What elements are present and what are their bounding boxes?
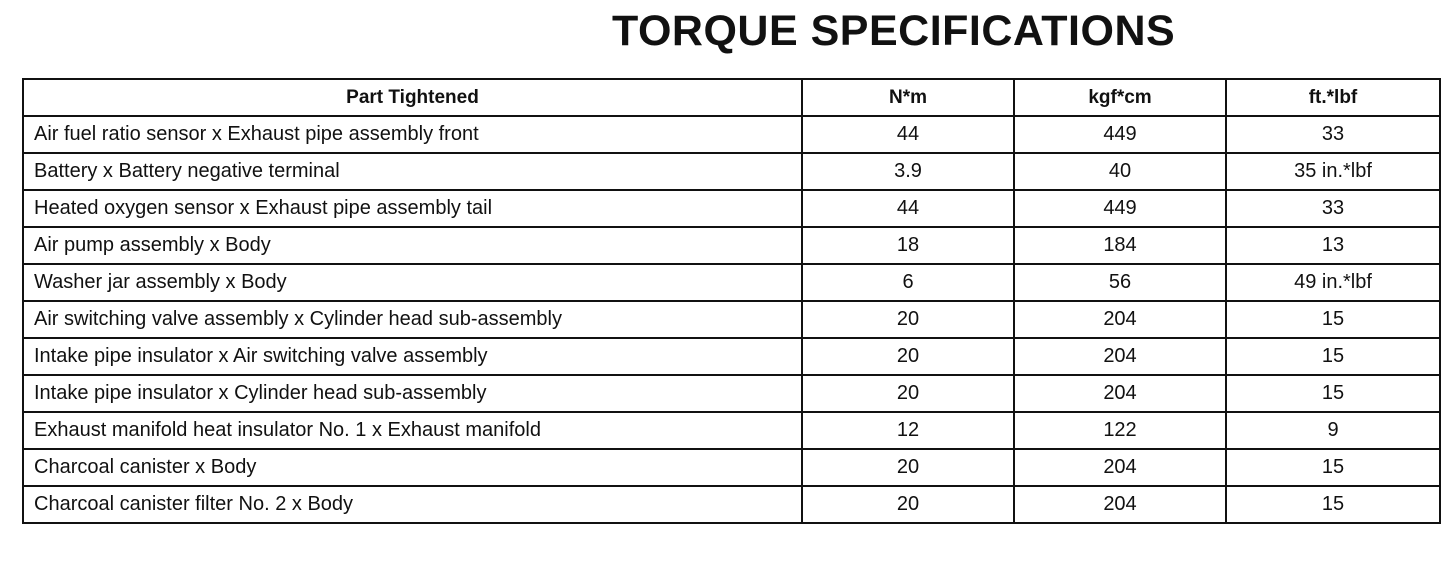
cell-ft-lbf: 13 [1226, 227, 1440, 264]
table-row [23, 486, 1440, 523]
table-row [23, 153, 1440, 190]
cell-nm: 18 [802, 227, 1014, 264]
cell-nm: 12 [802, 412, 1014, 449]
cell-kgf-cm: 449 [1014, 190, 1226, 227]
table-row [23, 449, 1440, 486]
cell-kgf-cm: 184 [1014, 227, 1226, 264]
cell-kgf-cm: 204 [1014, 301, 1226, 338]
cell-nm: 3.9 [802, 153, 1014, 190]
cell-part: Charcoal canister filter No. 2 x Body [23, 486, 802, 523]
cell-ft-lbf: 15 [1226, 375, 1440, 412]
cell-part: Exhaust manifold heat insulator No. 1 x Exhaust manifold [23, 412, 802, 449]
table-row [23, 190, 1440, 227]
cell-ft-lbf: 15 [1226, 301, 1440, 338]
cell-nm: 6 [802, 264, 1014, 301]
cell-part: Air fuel ratio sensor x Exhaust pipe assembly front [23, 116, 802, 153]
table-row [23, 338, 1440, 375]
table-row [23, 264, 1440, 301]
cell-nm: 20 [802, 375, 1014, 412]
table-row [23, 227, 1440, 264]
header-newton-meter: N*m [802, 79, 1014, 116]
cell-kgf-cm: 204 [1014, 486, 1226, 523]
header-row [23, 79, 1440, 116]
cell-ft-lbf: 9 [1226, 412, 1440, 449]
cell-part: Heated oxygen sensor x Exhaust pipe assembly tail [23, 190, 802, 227]
cell-ft-lbf: 15 [1226, 338, 1440, 375]
cell-ft-lbf: 15 [1226, 486, 1440, 523]
header-part-tightened: Part Tightened [23, 79, 802, 116]
table-row [23, 116, 1440, 153]
cell-nm: 44 [802, 190, 1014, 227]
cell-kgf-cm: 204 [1014, 449, 1226, 486]
cell-part: Washer jar assembly x Body [23, 264, 802, 301]
cell-ft-lbf: 35 in.*lbf [1226, 153, 1440, 190]
table-row [23, 412, 1440, 449]
cell-nm: 44 [802, 116, 1014, 153]
table-row [23, 375, 1440, 412]
cell-nm: 20 [802, 301, 1014, 338]
cell-kgf-cm: 56 [1014, 264, 1226, 301]
cell-kgf-cm: 204 [1014, 375, 1226, 412]
cell-ft-lbf: 33 [1226, 190, 1440, 227]
table-row [23, 301, 1440, 338]
cell-nm: 20 [802, 449, 1014, 486]
cell-part: Air pump assembly x Body [23, 227, 802, 264]
cell-kgf-cm: 40 [1014, 153, 1226, 190]
header-kgf-cm: kgf*cm [1014, 79, 1226, 116]
cell-part: Charcoal canister x Body [23, 449, 802, 486]
cell-ft-lbf: 33 [1226, 116, 1440, 153]
cell-kgf-cm: 204 [1014, 338, 1226, 375]
cell-kgf-cm: 449 [1014, 116, 1226, 153]
header-ft-lbf: ft.*lbf [1226, 79, 1440, 116]
cell-part: Intake pipe insulator x Air switching valve assembly [23, 338, 802, 375]
cell-part: Air switching valve assembly x Cylinder head sub-assembly [23, 301, 802, 338]
cell-nm: 20 [802, 338, 1014, 375]
cell-ft-lbf: 15 [1226, 449, 1440, 486]
cell-kgf-cm: 122 [1014, 412, 1226, 449]
cell-part: Intake pipe insulator x Cylinder head sub-assembly [23, 375, 802, 412]
page-title: TORQUE SPECIFICATIONS [612, 7, 1176, 55]
cell-part: Battery x Battery negative terminal [23, 153, 802, 190]
cell-nm: 20 [802, 486, 1014, 523]
cell-ft-lbf: 49 in.*lbf [1226, 264, 1440, 301]
torque-spec-table [22, 78, 1441, 524]
